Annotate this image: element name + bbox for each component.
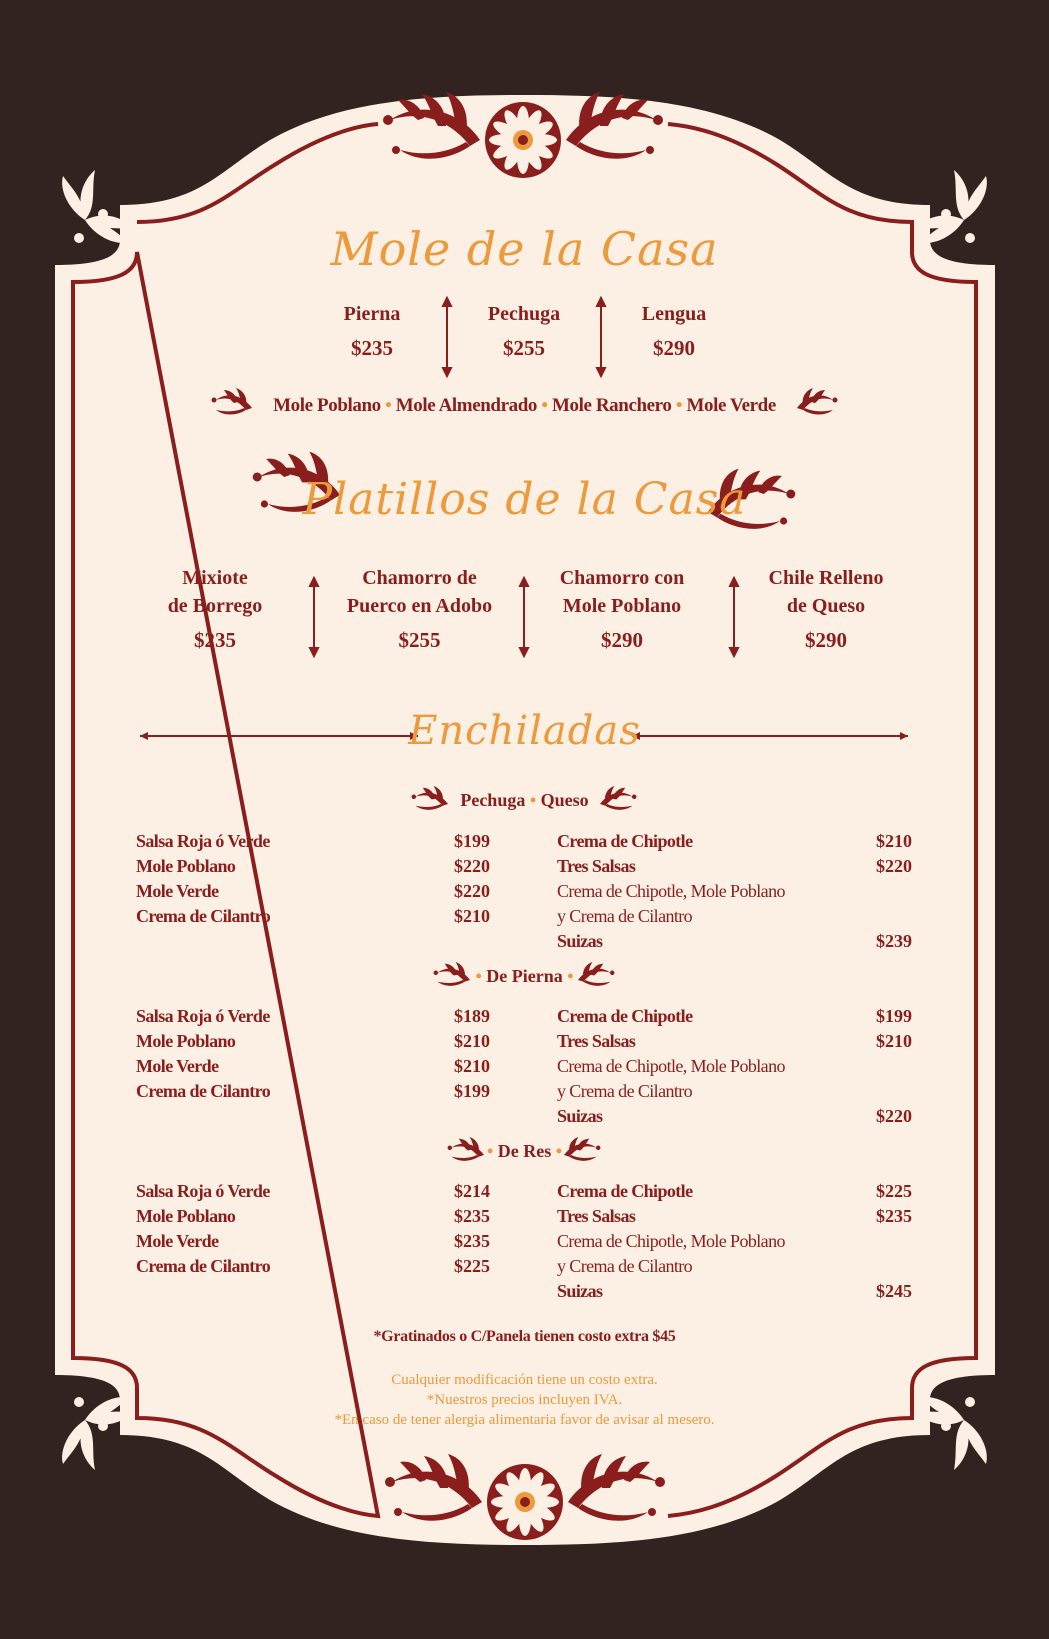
item-name-line2: de Queso: [786, 595, 866, 617]
item-price: $235: [351, 336, 393, 360]
enchilada-left-price: $214: [454, 1181, 490, 1201]
footer-note: Cualquier modificación tiene un costo extra.: [391, 1372, 658, 1388]
item-price: $255: [398, 628, 441, 652]
enchilada-left-price: $210: [454, 1056, 490, 1076]
item-name-line1: Mixiote: [182, 567, 248, 589]
enchilada-right-price: $245: [876, 1281, 912, 1301]
item-price: $290: [653, 336, 695, 360]
enchilada-left-price: $220: [454, 881, 490, 901]
heading-part: Pechuga: [460, 790, 526, 810]
item-name-line1: Chamorro de: [362, 567, 477, 589]
platillo-item: [750, 564, 902, 653]
enchilada-left-name: Mole Verde: [136, 1056, 219, 1076]
enchilada-right-price: $210: [876, 831, 912, 851]
item-price: $235: [194, 628, 236, 652]
platillo-item: [140, 564, 290, 653]
enchilada-right-name: Tres Salsas: [557, 1031, 636, 1051]
enchilada-right-price: $210: [876, 1031, 912, 1051]
enchilada-left-name: Salsa Roja ó Verde: [136, 1006, 270, 1026]
enchilada-right-price: $220: [876, 1106, 912, 1126]
variety: Mole Verde: [686, 395, 776, 416]
enchiladas-section-title: Enchiladas: [408, 708, 641, 754]
platillo-item: [332, 564, 507, 653]
enchilada-description: y Crema de Cilantro: [557, 906, 693, 926]
enchilada-right-price: $199: [876, 1006, 912, 1026]
enchilada-left-name: Mole Poblano: [136, 856, 236, 876]
enchilada-left-price: $225: [454, 1256, 490, 1276]
enchilada-left-name: Mole Poblano: [136, 1031, 236, 1051]
enchilada-description: Crema de Chipotle, Mole Poblano: [557, 881, 785, 901]
enchilada-left-price: $189: [454, 1006, 490, 1026]
enchilada-right-name: Tres Salsas: [557, 856, 636, 876]
item-price: $290: [601, 628, 643, 652]
item-name-line1: Chamorro con: [559, 567, 685, 589]
enchilada-right-name: Tres Salsas: [557, 1206, 636, 1226]
enchilada-left-price: $220: [454, 856, 490, 876]
footer-note: *Nuestros precios incluyen IVA.: [426, 1392, 623, 1408]
enchilada-right-name: Suizas: [557, 1281, 603, 1301]
platillo-item: [542, 564, 702, 653]
heading-part: De Pierna: [486, 966, 563, 986]
enchilada-left-name: Crema de Cilantro: [136, 1081, 271, 1101]
enchiladas-group-heading: Pechuga • Queso: [460, 790, 589, 810]
heading-part: De Res: [497, 1141, 552, 1161]
mole-item-pierna: [312, 300, 432, 361]
item-name: Pechuga: [487, 303, 561, 325]
enchilada-left-price: $199: [454, 1081, 490, 1101]
footer-notes: [0, 1370, 1049, 1430]
enchilada-right-price: $235: [876, 1206, 912, 1226]
enchilada-left-name: Salsa Roja ó Verde: [136, 831, 270, 851]
extra-cost-note: *Gratinados o C/Panela tienen costo extra $45: [373, 1328, 676, 1345]
enchilada-right-price: $239: [876, 931, 912, 951]
enchilada-left-price: $235: [454, 1231, 490, 1251]
item-name-line2: de Borrego: [167, 595, 263, 617]
enchilada-right-name: Crema de Chipotle: [557, 831, 693, 851]
enchilada-description: y Crema de Cilantro: [557, 1081, 693, 1101]
item-name-line2: Puerco en Adobo: [346, 595, 493, 617]
item-price: $290: [805, 628, 847, 652]
mole-varieties: Mole Poblano • Mole Almendrado • Mole Ranchero • Mole Verde: [273, 395, 776, 416]
enchilada-right-name: Crema de Chipotle: [557, 1181, 693, 1201]
platillos-section-title: Platillos de la Casa: [302, 474, 747, 525]
enchilada-left-name: Mole Verde: [136, 881, 219, 901]
enchilada-description: Crema de Chipotle, Mole Poblano: [557, 1056, 785, 1076]
enchilada-right-name: Crema de Chipotle: [557, 1006, 693, 1026]
enchilada-left-price: $199: [454, 831, 490, 851]
mole-item-lengua: [614, 300, 734, 361]
variety: Mole Almendrado: [395, 395, 537, 416]
item-name-line1: Chile Relleno: [768, 567, 884, 589]
enchiladas-group-heading: • De Res •: [486, 1141, 563, 1161]
item-name: Pierna: [343, 303, 401, 325]
item-price: $255: [503, 336, 545, 360]
enchilada-left-price: $235: [454, 1206, 490, 1226]
enchilada-right-name: Suizas: [557, 1106, 603, 1126]
enchilada-right-price: $225: [876, 1181, 912, 1201]
enchilada-right-price: $220: [876, 856, 912, 876]
variety: Mole Ranchero: [551, 395, 672, 416]
heading-part: Queso: [540, 790, 589, 810]
item-name-line2: Mole Poblano: [562, 595, 682, 617]
mole-item-pechuga: [464, 300, 584, 361]
enchilada-right-name: Suizas: [557, 931, 603, 951]
item-name: Lengua: [641, 303, 707, 325]
enchilada-left-name: Mole Poblano: [136, 1206, 236, 1226]
enchilada-left-name: Mole Verde: [136, 1231, 219, 1251]
variety: Mole Poblano: [273, 395, 381, 416]
enchilada-left-name: Crema de Cilantro: [136, 1256, 271, 1276]
footer-note: *En caso de tener alergia alimentaria favor de avisar al mesero.: [334, 1412, 715, 1428]
enchilada-left-price: $210: [454, 906, 490, 926]
enchiladas-group-heading: • De Pierna •: [475, 966, 574, 986]
mole-section-title: Mole de la Casa: [330, 222, 719, 276]
enchilada-description: y Crema de Cilantro: [557, 1256, 693, 1276]
enchilada-left-price: $210: [454, 1031, 490, 1051]
enchilada-description: Crema de Chipotle, Mole Poblano: [557, 1231, 785, 1251]
enchilada-left-name: Salsa Roja ó Verde: [136, 1181, 270, 1201]
enchilada-left-name: Crema de Cilantro: [136, 906, 271, 926]
